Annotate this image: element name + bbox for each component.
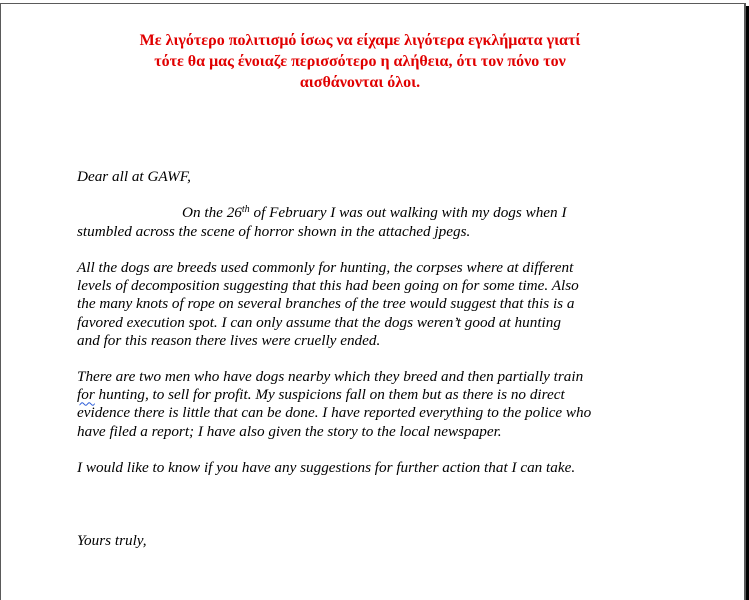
- paragraph-2-line-1: All the dogs are breeds used commonly for hunting, the corpses where at different: [77, 258, 574, 276]
- page-border-top: [0, 3, 745, 4]
- paragraph-2-line-4: favored execution spot. I can only assume that the dogs weren’t good at hunting: [77, 313, 561, 331]
- paragraph-3-line-3: evidence there is little that can be done. I have reported everything to the police who: [77, 404, 592, 422]
- heading-line-1: Με λιγότερο πολιτισμό ίσως να είχαμε λιγότερα εγκλήματα γιατί: [139, 32, 581, 49]
- spellcheck-flagged-word[interactable]: for: [77, 386, 95, 404]
- p1-superscript: th: [241, 204, 250, 216]
- p1-text-start: On the 26: [182, 204, 242, 222]
- paragraph-2-line-3: the many knots of rope on several branches of the tree would suggest that this is a: [77, 295, 575, 313]
- paragraph-3-line-4: have filed a report; I have also given the story to the local newspaper.: [77, 422, 502, 440]
- paragraph-2-line-5: and for this reason there lives were cruelly ended.: [77, 331, 381, 349]
- heading-line-3: αισθάνονται όλοι.: [299, 74, 421, 91]
- paragraph-3-line-1: There are two men who have dogs nearby which they breed and then partially train: [77, 368, 584, 386]
- closing: Yours truly,: [77, 531, 147, 549]
- letter-body: [77, 168, 677, 550]
- paragraph-1-line-2: stumbled across the scene of horror shown in the attached jpegs.: [77, 222, 471, 240]
- greeting: Dear all at GAWF,: [77, 168, 191, 185]
- greek-heading: [60, 30, 660, 93]
- p1-text-end: of February I was out walking with my dogs when I: [249, 204, 567, 222]
- paragraph-3-line-2: [77, 386, 677, 404]
- heading-line-2: τότε θα μας ένοιαζε περισσότερο η αλήθεια, ότι τον πόνο τον: [154, 53, 566, 70]
- page-border-left: [0, 3, 1, 600]
- paragraph-2-line-2: levels of decomposition suggesting that this had been going on for some time. Also: [77, 277, 579, 295]
- paragraph-1-line-1: [77, 204, 677, 222]
- p3-line-2-rest: hunting, to sell for profit. My suspicions fall on them but as there is no direct: [94, 386, 565, 404]
- paragraph-4: I would like to know if you have any suggestions for further action that I can take.: [77, 459, 576, 476]
